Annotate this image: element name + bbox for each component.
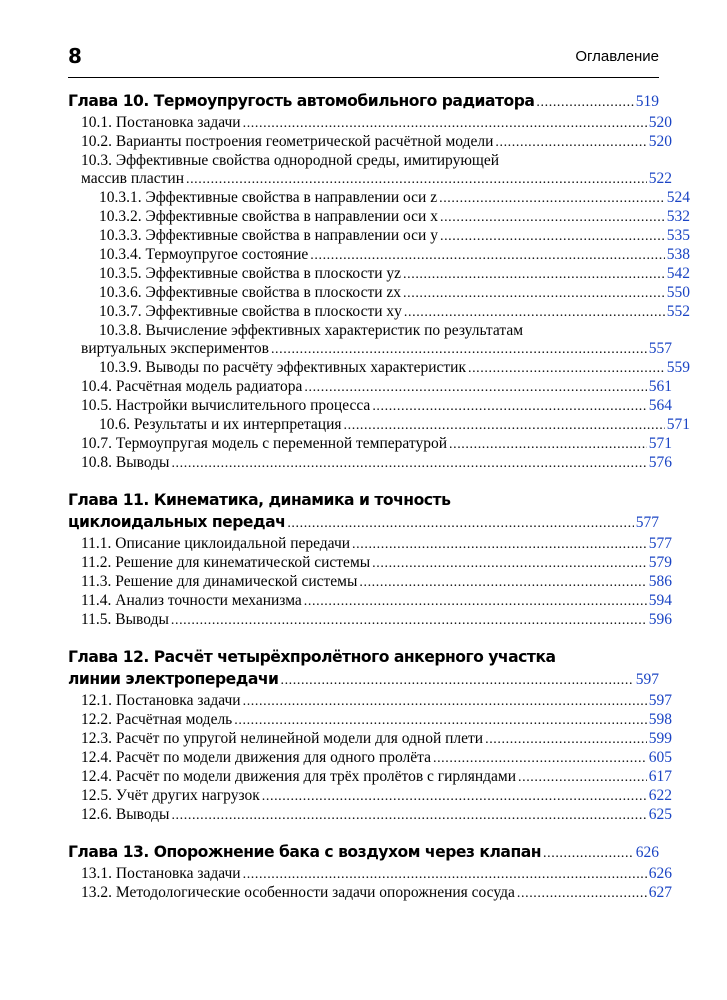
page-link[interactable]: 524 [666,189,690,206]
dot-leader [518,769,647,787]
toc-entry[interactable] [68,359,690,378]
page-link[interactable]: 571 [666,416,690,433]
chapter-title[interactable]: Глава 10. Термоупругость автомобильного радиатора [68,92,535,110]
dot-leader [262,788,647,806]
dot-leader [439,190,665,208]
page-link[interactable]: 542 [666,265,690,282]
toc-entry[interactable] [68,397,672,416]
dot-leader [243,866,647,884]
toc-entry-multiline[interactable] [68,322,672,359]
entry-title[interactable]: 10.3.1. Эффективные свойства в направлении оси z [99,189,438,206]
entry-title[interactable]: 10.6. Результаты и их интерпретация [99,416,342,433]
dot-leader [243,693,647,711]
entry-title-line2[interactable]: виртуальных экспериментов [81,340,269,357]
toc-entry[interactable] [68,749,672,768]
page-link[interactable]: 557 [648,340,672,357]
entry-title[interactable]: 10.4. Расчётная модель радиатора [81,378,303,395]
toc-entry[interactable] [68,535,672,554]
toc-chapter-13 [68,841,672,903]
dot-leader [304,593,647,611]
dot-leader [171,612,647,630]
dot-leader [517,885,647,903]
toc-entry[interactable] [68,246,690,265]
page-link[interactable]: 535 [666,227,690,244]
entry-title[interactable]: 10.3.6. Эффективные свойства в плоскости zx [99,284,402,301]
page-link[interactable]: 520 [648,114,672,131]
toc-entry[interactable] [68,730,672,749]
toc-entry[interactable] [68,611,672,630]
page-link[interactable]: 627 [648,884,672,901]
entry-title[interactable]: 13.1. Постановка задачи [81,865,241,882]
chapter-title-line2[interactable]: циклоидальных передач [68,513,286,531]
page-link[interactable]: 559 [666,359,690,376]
dot-leader [495,134,646,152]
page-link[interactable]: 625 [648,806,672,823]
toc-entry[interactable] [68,592,672,611]
page-link[interactable]: 561 [648,378,672,395]
page-link[interactable]: 519 [635,93,659,110]
entry-title[interactable]: 12.3. Расчёт по упругой нелинейной модели для одной плети [81,730,484,747]
toc-chapter-heading[interactable] [68,668,659,692]
dot-leader [485,731,647,749]
page-link[interactable]: 596 [648,611,672,628]
running-header-title: Оглавление [575,48,659,65]
dot-leader [403,285,665,303]
entry-title[interactable]: 10.3.5. Эффективные свойства в плоскости yz [99,265,402,282]
toc-entry[interactable] [68,454,672,473]
dot-leader [234,712,646,730]
toc-chapter-heading[interactable] [68,841,659,865]
chapter-title-line1[interactable]: Глава 12. Расчёт четырёхпролётного анкерного участка [68,648,556,666]
dot-leader [352,536,647,554]
dot-leader [372,555,647,573]
entry-title-line1[interactable]: 10.3. Эффективные свойства однородной среды, имитирующей [81,152,500,169]
page-link[interactable]: 532 [666,208,690,225]
page-link[interactable]: 605 [648,749,672,766]
entry-title[interactable]: 10.3.4. Термоупругое состояние [99,246,309,263]
entry-title[interactable]: 12.4. Расчёт по модели движения для одного пролёта [81,749,431,766]
dot-leader [449,436,647,454]
toc-entry[interactable] [68,435,672,454]
dot-leader [440,209,665,227]
toc-entry[interactable] [68,208,690,227]
dot-leader [287,513,633,535]
page-link[interactable]: 597 [635,671,659,688]
entry-title[interactable]: 12.5. Учёт других нагрузок [81,787,260,804]
page-link[interactable]: 586 [648,573,672,590]
dot-leader [404,304,665,322]
table-of-contents [68,90,690,919]
entry-title[interactable]: 12.2. Расчётная модель [81,711,233,728]
page-link[interactable]: 626 [635,844,659,861]
dot-leader [344,417,665,435]
page-link[interactable]: 522 [648,170,672,187]
page-number: 8 [68,44,82,68]
page-link[interactable]: 564 [648,397,672,414]
entry-title[interactable]: 10.7. Термоупругая модель с переменной температурой [81,435,447,452]
dot-leader [468,360,665,378]
entry-title[interactable]: 10.2. Варианты построения геометрической расчётной модели [81,133,494,150]
entry-title[interactable]: 11.5. Выводы [81,611,169,628]
entry-title[interactable]: 10.8. Выводы [81,454,170,471]
page-link[interactable]: 594 [648,592,672,609]
page-link[interactable]: 538 [666,246,690,263]
page-link[interactable]: 599 [648,730,672,747]
page-link[interactable]: 571 [648,435,672,452]
toc-entry[interactable] [68,692,672,711]
dot-leader [280,670,633,692]
toc-entry[interactable] [68,265,690,284]
dot-leader [403,266,665,284]
dot-leader [440,228,665,246]
toc-entry[interactable] [68,284,690,303]
page-link[interactable]: 576 [648,454,672,471]
toc-chapter-heading[interactable] [68,90,659,114]
page-link[interactable]: 598 [648,711,672,728]
entry-title[interactable]: 10.3.2. Эффективные свойства в направлении оси x [99,208,438,225]
dot-leader [536,92,633,114]
toc-entry[interactable] [68,416,690,435]
page-link[interactable]: 626 [648,865,672,882]
toc-entry[interactable] [68,711,672,730]
toc-chapter-11 [68,489,672,630]
toc-chapter-10 [68,90,690,473]
entry-title[interactable]: 12.6. Выводы [81,806,170,823]
entry-title[interactable]: 11.2. Решение для кинематической системы [81,554,371,571]
page-link[interactable]: 617 [648,768,672,785]
page-link[interactable]: 622 [648,787,672,804]
toc-entry[interactable] [68,806,672,825]
entry-title[interactable]: 12.1. Постановка задачи [81,692,241,709]
entry-title[interactable]: 10.1. Постановка задачи [81,114,241,131]
dot-leader [171,455,646,473]
page-link[interactable]: 552 [666,303,690,320]
header-divider [68,77,659,78]
chapter-title[interactable]: Глава 13. Опорожнение бака с воздухом через клапан [68,843,542,861]
toc-entry-multiline[interactable] [68,152,672,189]
page-link[interactable]: 579 [648,554,672,571]
entry-title[interactable]: 11.3. Решение для динамической системы [81,573,358,590]
entry-title[interactable]: 11.4. Анализ точности механизма [81,592,302,609]
toc-entry[interactable] [68,554,672,573]
toc-entry[interactable] [68,114,672,133]
page-link[interactable]: 597 [648,692,672,709]
page-link[interactable]: 577 [635,514,659,531]
dot-leader [171,807,646,825]
dot-leader [359,574,646,592]
dot-leader [543,843,634,865]
dot-leader [372,398,646,416]
entry-title[interactable]: 12.4. Расчёт по модели движения для трёх пролётов с гирляндами [81,768,516,785]
page-link[interactable]: 577 [648,535,672,552]
page-link[interactable]: 520 [648,133,672,150]
dot-leader [243,115,647,133]
toc-entry[interactable] [68,189,690,208]
toc-chapter-12 [68,646,672,825]
dot-leader [271,341,647,359]
entry-title[interactable]: 10.3.3. Эффективные свойства в направлении оси y [99,227,438,244]
toc-entry[interactable] [68,378,672,397]
toc-entry[interactable] [68,865,672,884]
toc-entry[interactable] [68,884,672,903]
page-link[interactable]: 550 [666,284,690,301]
toc-entry[interactable] [68,133,672,152]
toc-entry[interactable] [68,768,672,787]
entry-title[interactable]: 10.3.7. Эффективные свойства в плоскости xy [99,303,402,320]
entry-title-line2[interactable]: массив пластин [81,170,184,187]
toc-entry[interactable] [68,303,690,322]
toc-entry[interactable] [68,787,672,806]
toc-entry[interactable] [68,227,690,246]
chapter-title-line2[interactable]: линии электропередачи [68,670,279,688]
entry-title[interactable]: 11.1. Описание циклоидальной передачи [81,535,351,552]
entry-title[interactable]: 13.2. Методологические особенности задачи опорожнения сосуда [81,884,515,901]
entry-title[interactable]: 10.5. Настройки вычислительного процесса [81,397,371,414]
dot-leader [310,247,664,265]
entry-title-line1[interactable]: 10.3.8. Вычисление эффективных характеристик по результатам [99,322,524,339]
toc-chapter-heading[interactable] [68,511,659,535]
dot-leader [433,750,647,768]
toc-entry[interactable] [68,573,672,592]
chapter-title-line1[interactable]: Глава 11. Кинематика, динамика и точность [68,491,451,509]
dot-leader [304,379,646,397]
dot-leader [186,171,647,189]
entry-title[interactable]: 10.3.9. Выводы по расчёту эффективных характеристик [99,359,466,376]
